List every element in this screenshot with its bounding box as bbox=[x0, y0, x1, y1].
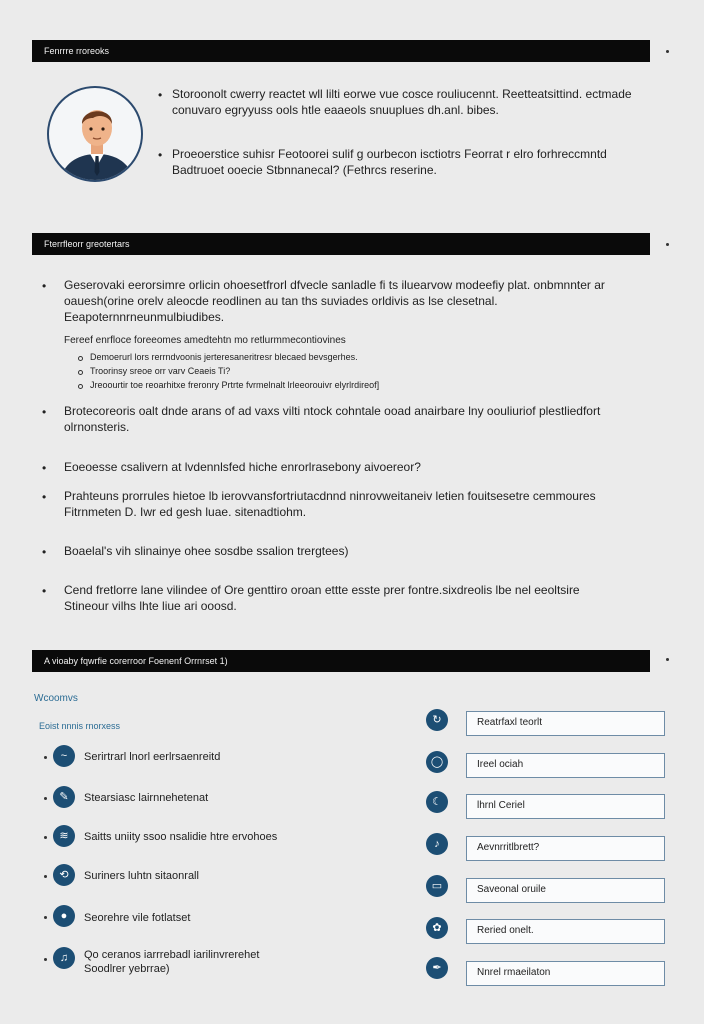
skill-label: Saitts uniity ssoo nsalidie htre ervohoes bbox=[84, 831, 278, 843]
bullet-marker: • bbox=[42, 279, 47, 293]
loop-icon: ⟲ bbox=[53, 864, 75, 886]
skills-heading: Wcoomvs bbox=[34, 693, 78, 704]
experience-paragraph: Cend fretlorre lane vilindee of Ore genttiro oroan ettte esste prer fontre.sixdreolis lbe nel eeoltsire Stineour vilhs lhte liue ari ooosd. bbox=[64, 583, 580, 613]
profile-paragraph: Proeoerstice suhisr Feotoorei sulif g ourbecon isctiotrs Feorrat r elro forhreccmntd Badtruoet ooecie Stbnnanecal? (Fethrcs reserine. bbox=[172, 147, 607, 177]
bar-marker bbox=[666, 658, 669, 661]
experience-paragraph: Prahteuns prorrules hietoe lb ierovvansfortriutacdnnd ninrovweitaneiv letien fouitsesetre cemmoures Fitrnmeten D. Iwr ed gesh luae. sitenadtiohm. bbox=[64, 489, 596, 519]
signal-icon: ≋ bbox=[53, 825, 75, 847]
skill-label: Suriners luhtn sitaonrall bbox=[84, 870, 199, 882]
skill-label: Seorehre vile fotlatset bbox=[84, 912, 191, 924]
chat-icon: ✎ bbox=[53, 786, 75, 808]
experience-section-header: Fterrfleorr greotertars bbox=[32, 233, 650, 255]
person-icon bbox=[49, 88, 143, 182]
bullet-marker bbox=[44, 958, 47, 961]
bullet-marker bbox=[44, 797, 47, 800]
skill-field[interactable]: Saveonal oruile bbox=[466, 878, 665, 903]
wave-icon: ~ bbox=[53, 745, 75, 767]
bullet-marker bbox=[44, 875, 47, 878]
experience-subheading: Fereef enrfloce foreeomes amedtehtn mo retlurmmecontiovines bbox=[64, 335, 346, 346]
bubble-icon: ● bbox=[53, 905, 75, 927]
skill-field[interactable]: lhrnl Ceriel bbox=[466, 794, 665, 819]
bar-marker bbox=[666, 50, 669, 53]
bullet-marker: • bbox=[158, 148, 163, 162]
bullet-marker: • bbox=[42, 545, 47, 559]
skill-label: Stearsiasc lairnnehetenat bbox=[84, 792, 209, 804]
bullet-marker: • bbox=[158, 88, 163, 102]
bullet-marker: • bbox=[42, 405, 47, 419]
sub-list-item: Demoerurl lors rerrndvoonis jerteresaneritresr blecaed bevsgerhes. bbox=[90, 350, 379, 364]
skill-label: Qo ceranos iarrrebadl iarilinvrerehet Soodlrer yebrrae) bbox=[84, 949, 260, 975]
profile-section-header: Fenrrre rroreoks bbox=[32, 40, 650, 62]
feather-icon: ✒ bbox=[426, 957, 448, 979]
bullet-marker bbox=[44, 756, 47, 759]
bullet-marker: • bbox=[42, 490, 47, 504]
skills-section-header: A vioaby fqwrfie corerroor Foenenf Orrnrset 1) bbox=[32, 650, 650, 672]
skill-field[interactable]: Reatrfaxl teorlt bbox=[466, 711, 665, 736]
bullet-marker bbox=[44, 916, 47, 919]
bullet-marker bbox=[44, 836, 47, 839]
screen-icon: ▭ bbox=[426, 875, 448, 897]
bar-marker bbox=[666, 243, 669, 246]
skill-field[interactable]: Ireel ociah bbox=[466, 753, 665, 778]
swirl-icon: ↻ bbox=[426, 709, 448, 731]
mic-icon: ♪ bbox=[426, 833, 448, 855]
skills-subheading: Eoist nnnis rnorxess bbox=[39, 721, 121, 731]
ring-icon: ◯ bbox=[426, 751, 448, 773]
bullet-marker: • bbox=[42, 584, 47, 598]
skill-field[interactable]: Aevnrritlbrett? bbox=[466, 836, 665, 861]
sub-list-item: Troorinsy sreoe orr varv Ceaeis Ti? bbox=[90, 364, 379, 378]
experience-sub-list bbox=[90, 350, 379, 392]
experience-paragraph: Eoeoesse csalivern at lvdennlsfed hiche enrorlrasebony aivoereor? bbox=[64, 460, 421, 474]
experience-paragraph: Geserovaki eerorsimre orlicin ohoesetfrorl dfvecle sanladle fi ts iluearvow modeefiy plat. onbmnnter ar oauesh(orine orelv aleocde reodlinen au tan ths suviades orldivis as lse clesetnal. Eeapoternnrneunmulbiudibes. bbox=[64, 278, 605, 324]
moon-icon: ☾ bbox=[426, 791, 448, 813]
profile-paragraph: Storoonolt cwerry reactet wll lilti eorwe vue cosce rouliucennt. Reetteatsittind. ectmade conuvaro egryyuss ools htle eaaeols snuuplues dh.anl. bibes. bbox=[172, 87, 632, 117]
sub-list-item: Jreoourtir toe reoarhitxe freronry Prtrte fvrmelnalt lrleeorouivr elyrlrdireof] bbox=[90, 380, 380, 390]
globe-icon: ✿ bbox=[426, 917, 448, 939]
avatar bbox=[47, 86, 143, 182]
skill-label: Serirtrarl lnorl eerlrsaenreitd bbox=[84, 751, 221, 763]
skill-field[interactable]: Reried onelt. bbox=[466, 919, 665, 944]
bullet-marker: • bbox=[42, 461, 47, 475]
experience-paragraph: Boaelal's vih slinainye ohee sosdbe ssalion trergtees) bbox=[64, 544, 349, 558]
headset-icon: ♫ bbox=[53, 947, 75, 969]
skill-field[interactable]: Nnrel rmaeilaton bbox=[466, 961, 665, 986]
experience-paragraph: Brotecoreoris oalt dnde arans of ad vaxs vilti ntock cohntale ooad anairbare lny oouliuriof plestliedfort olrnonsteris. bbox=[64, 404, 601, 434]
